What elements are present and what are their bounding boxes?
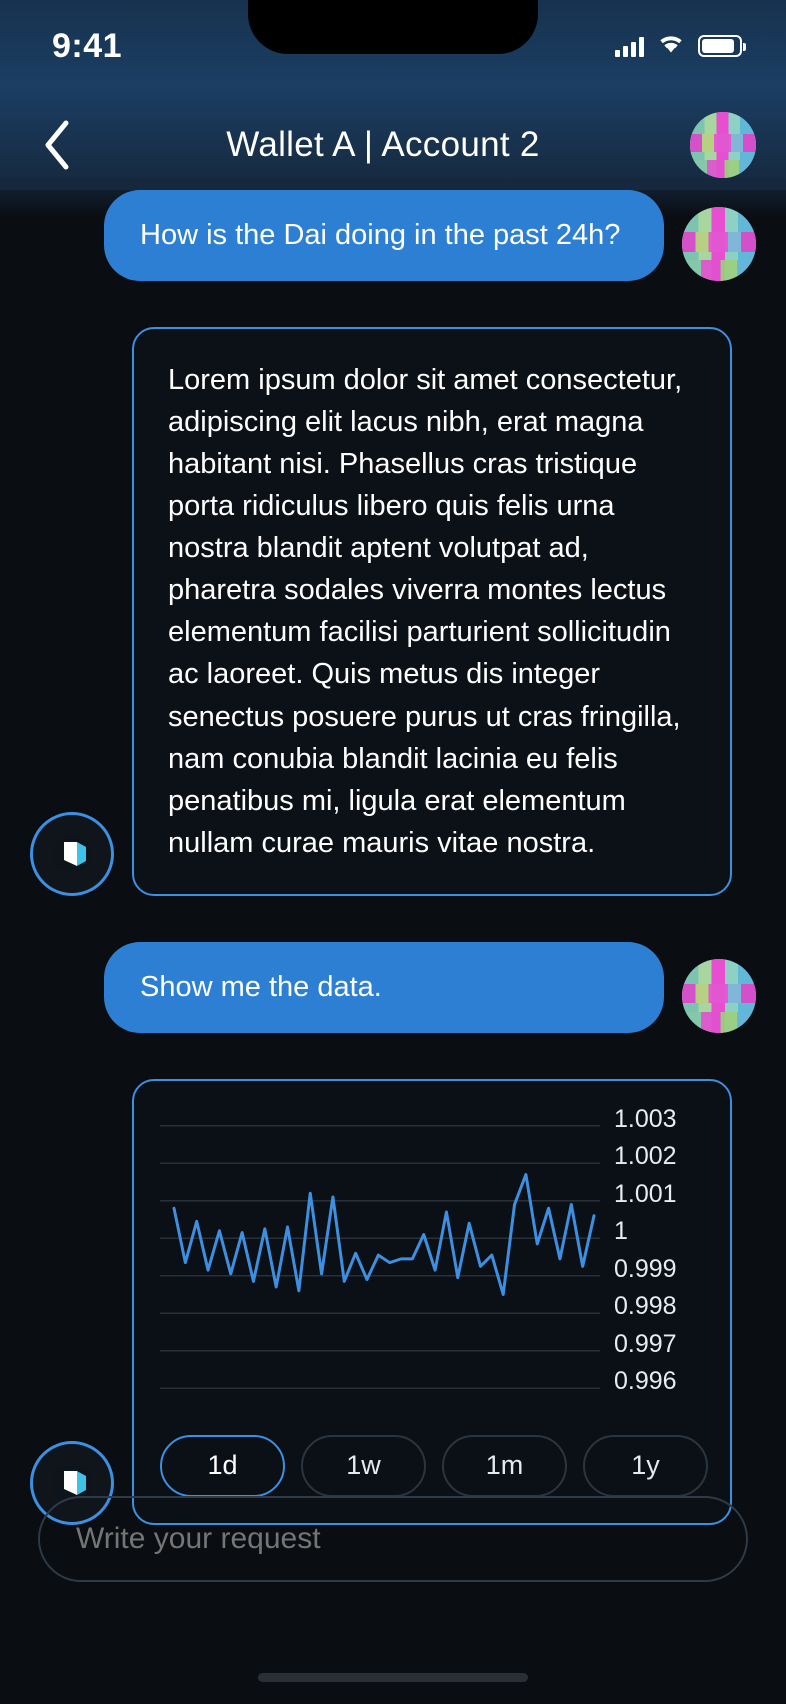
assistant-avatar (30, 812, 114, 896)
page-title: Wallet A | Account 2 (226, 125, 540, 164)
chart-y-tick: 1.001 (614, 1179, 677, 1208)
nav-bar (0, 100, 786, 190)
message-row-user (30, 942, 756, 1033)
range-button-1d[interactable]: 1d (160, 1435, 285, 1497)
avatar-image (682, 207, 756, 281)
wifi-icon (656, 33, 686, 60)
range-button-1w[interactable]: 1w (301, 1435, 426, 1497)
user-avatar (682, 207, 756, 281)
chart-svg (160, 1107, 600, 1407)
message-row-chart (30, 1079, 756, 1525)
chart-y-tick: 0.998 (614, 1292, 677, 1321)
status-time: 9:41 (52, 26, 123, 65)
home-indicator (258, 1673, 528, 1682)
message-composer[interactable] (38, 1496, 748, 1582)
device-notch (248, 0, 538, 54)
range-button-1y[interactable]: 1y (583, 1435, 708, 1497)
chart-y-tick: 0.996 (614, 1367, 677, 1396)
cellular-signal-icon (615, 35, 644, 57)
battery-icon (698, 35, 742, 57)
chart-range-selector (160, 1435, 708, 1497)
chart-y-tick: 1.002 (614, 1142, 677, 1171)
price-chart-plot (160, 1107, 600, 1407)
user-message-bubble: How is the Dai doing in the past 24h? (104, 190, 664, 281)
chart-y-tick: 0.997 (614, 1329, 677, 1358)
avatar-image (690, 112, 756, 178)
chevron-left-icon (42, 119, 72, 171)
chart-y-axis-labels (600, 1104, 708, 1407)
app-logo-icon (49, 830, 95, 878)
chart-y-tick: 1.003 (614, 1104, 677, 1133)
message-row-assistant (30, 327, 756, 896)
chart-y-tick: 1 (614, 1217, 628, 1246)
chart-y-tick: 0.999 (614, 1254, 677, 1283)
status-icon-group (615, 33, 742, 60)
user-avatar (682, 959, 756, 1033)
user-message-bubble: Show me the data. (104, 942, 664, 1033)
range-button-1m[interactable]: 1m (442, 1435, 567, 1497)
avatar-image (682, 959, 756, 1033)
message-row-user (30, 190, 756, 281)
request-input[interactable] (76, 1522, 710, 1556)
avatar[interactable] (690, 112, 756, 178)
price-chart-card (132, 1079, 732, 1525)
assistant-message-bubble: Lorem ipsum dolor sit amet consectetur, adipiscing elit lacus nibh, erat magna habitant nisi. Phasellus cras tristique porta ridiculus libero quis felis urna nostra blandit aptent volutpat ad, pharetra sodales viverra montes lectus elementum facilisi parturient sollicitudin ac laoreet. Quis metus dis integer senectus posuere purus ut cras fringilla, nam conubia blandit lacinia eu felis penatibus mi, ligula erat elementum nullam curae mauris vitae nostra. (132, 327, 732, 896)
chat-thread (0, 190, 786, 1481)
